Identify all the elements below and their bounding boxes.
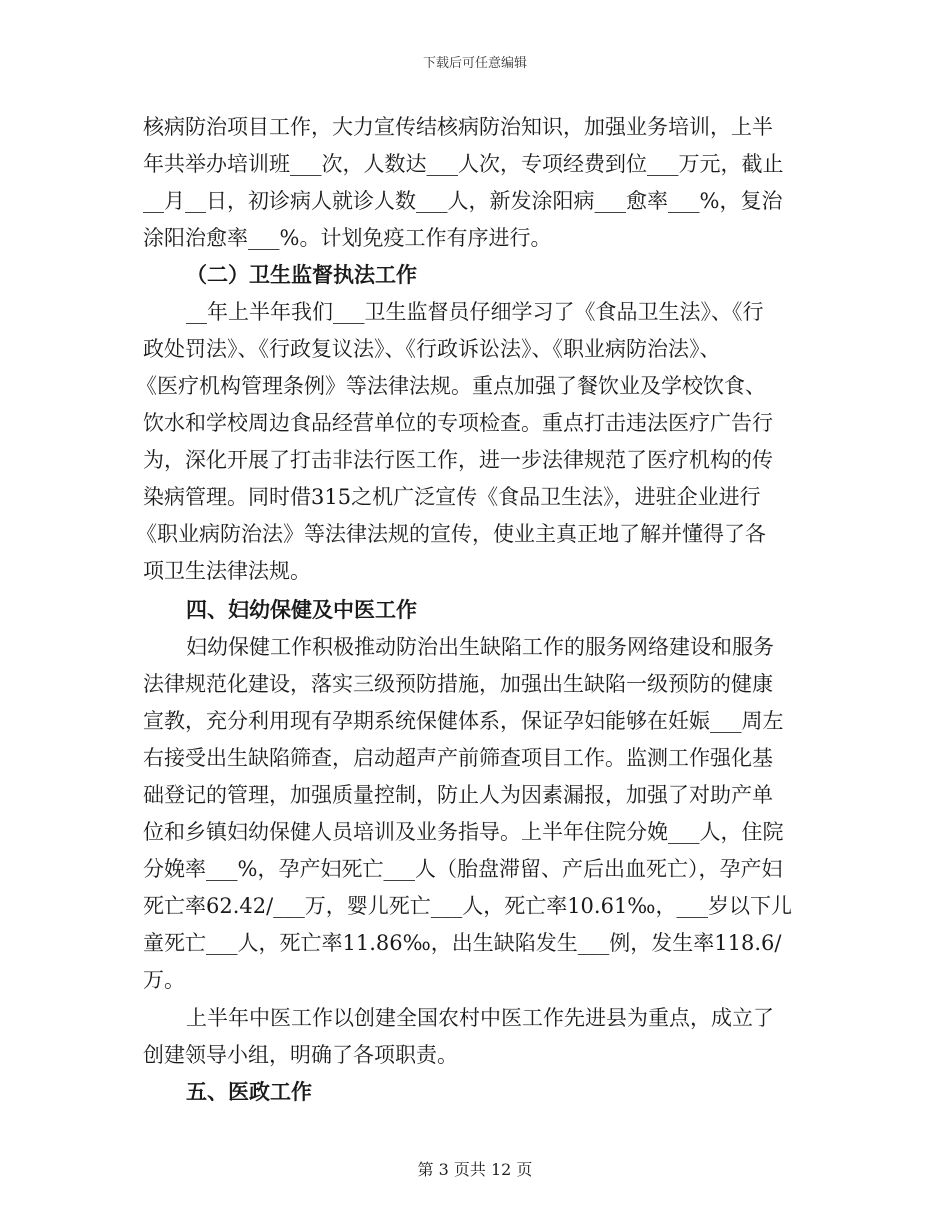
body-line: 创建领导小组，明确了各项职责。 xyxy=(143,1043,458,1067)
body-line: 项卫生法律法规。 xyxy=(143,559,311,583)
body-line: 为，深化开展了打击非法行医工作，进一步法律规范了医疗机构的传 xyxy=(143,448,773,472)
body-line: 饮水和学校周边食品经营单位的专项检查。重点打击违法医疗广告行 xyxy=(143,411,773,435)
body-line: 右接受出生缺陷筛查，启动超声产前筛查项目工作。监测工作强化基 xyxy=(143,746,773,770)
section-heading: 五、医政工作 xyxy=(186,1079,312,1104)
body-line: 染病管理。同时借315之机广泛宣传《食品卫生法》，进驻企业进行 xyxy=(143,485,761,509)
body-line: __月__日，初诊病人就诊人数___人，新发涂阳病___愈率___%，复治 xyxy=(143,189,783,213)
page-footer: 第 3 页共 12 页 xyxy=(417,1160,533,1179)
body-line: 童死亡___人，死亡率11.86‰，出生缺陷发生___例，发生率118.6/ xyxy=(143,931,782,955)
body-line: 万。 xyxy=(143,968,185,992)
body-line: 政处罚法》、《行政复议法》、《行政诉讼法》、《职业病防治法》、 xyxy=(143,337,721,361)
body-line: 妇幼保健工作积极推动防治出生缺陷工作的服务网络建设和服务 xyxy=(186,635,774,659)
body-line: 死亡率62.42/___万，婴儿死亡___人，死亡率10.61‰，___岁以下儿 xyxy=(143,894,792,918)
body-line: 宣教，充分利用现有孕期系统保健体系，保证孕妇能够在妊娠___周左 xyxy=(143,709,784,733)
body-line: 础登记的管理，加强质量控制，防止人为因素漏报，加强了对助产单 xyxy=(143,783,773,807)
body-line: 上半年中医工作以创建全国农村中医工作先进县为重点，成立了 xyxy=(186,1006,774,1030)
section-heading: 四、妇幼保健及中医工作 xyxy=(186,597,417,622)
body-line: 年共举办培训班___次，人数达___人次，专项经费到位___万元，截止 xyxy=(143,152,784,176)
body-line: 《医疗机构管理条例》等法律法规。重点加强了餐饮业及学校饮食、 xyxy=(136,374,766,398)
section-heading: （二）卫生监督执法工作 xyxy=(186,262,417,287)
body-line: __年上半年我们___卫生监督员仔细学习了《食品卫生法》、《行 xyxy=(186,300,764,324)
body-line: 《职业病防治法》等法律法规的宣传，使业主真正地了解并懂得了各 xyxy=(136,522,766,546)
body-line: 位和乡镇妇幼保健人员培训及业务指导。上半年住院分娩___人，住院 xyxy=(143,820,784,844)
body-line: 分娩率___%，孕产妇死亡___人（胎盘滞留、产后出血死亡），孕产妇 xyxy=(143,857,783,881)
body-line: 法律规范化建设，落实三级预防措施，加强出生缺陷一级预防的健康 xyxy=(143,672,773,696)
body-line: 涂阳治愈率___%。计划免疫工作有序进行。 xyxy=(143,226,552,250)
page-header: 下载后可任意编辑 xyxy=(422,56,527,71)
body-line: 核病防治项目工作，大力宣传结核病防治知识，加强业务培训，上半 xyxy=(143,115,773,139)
